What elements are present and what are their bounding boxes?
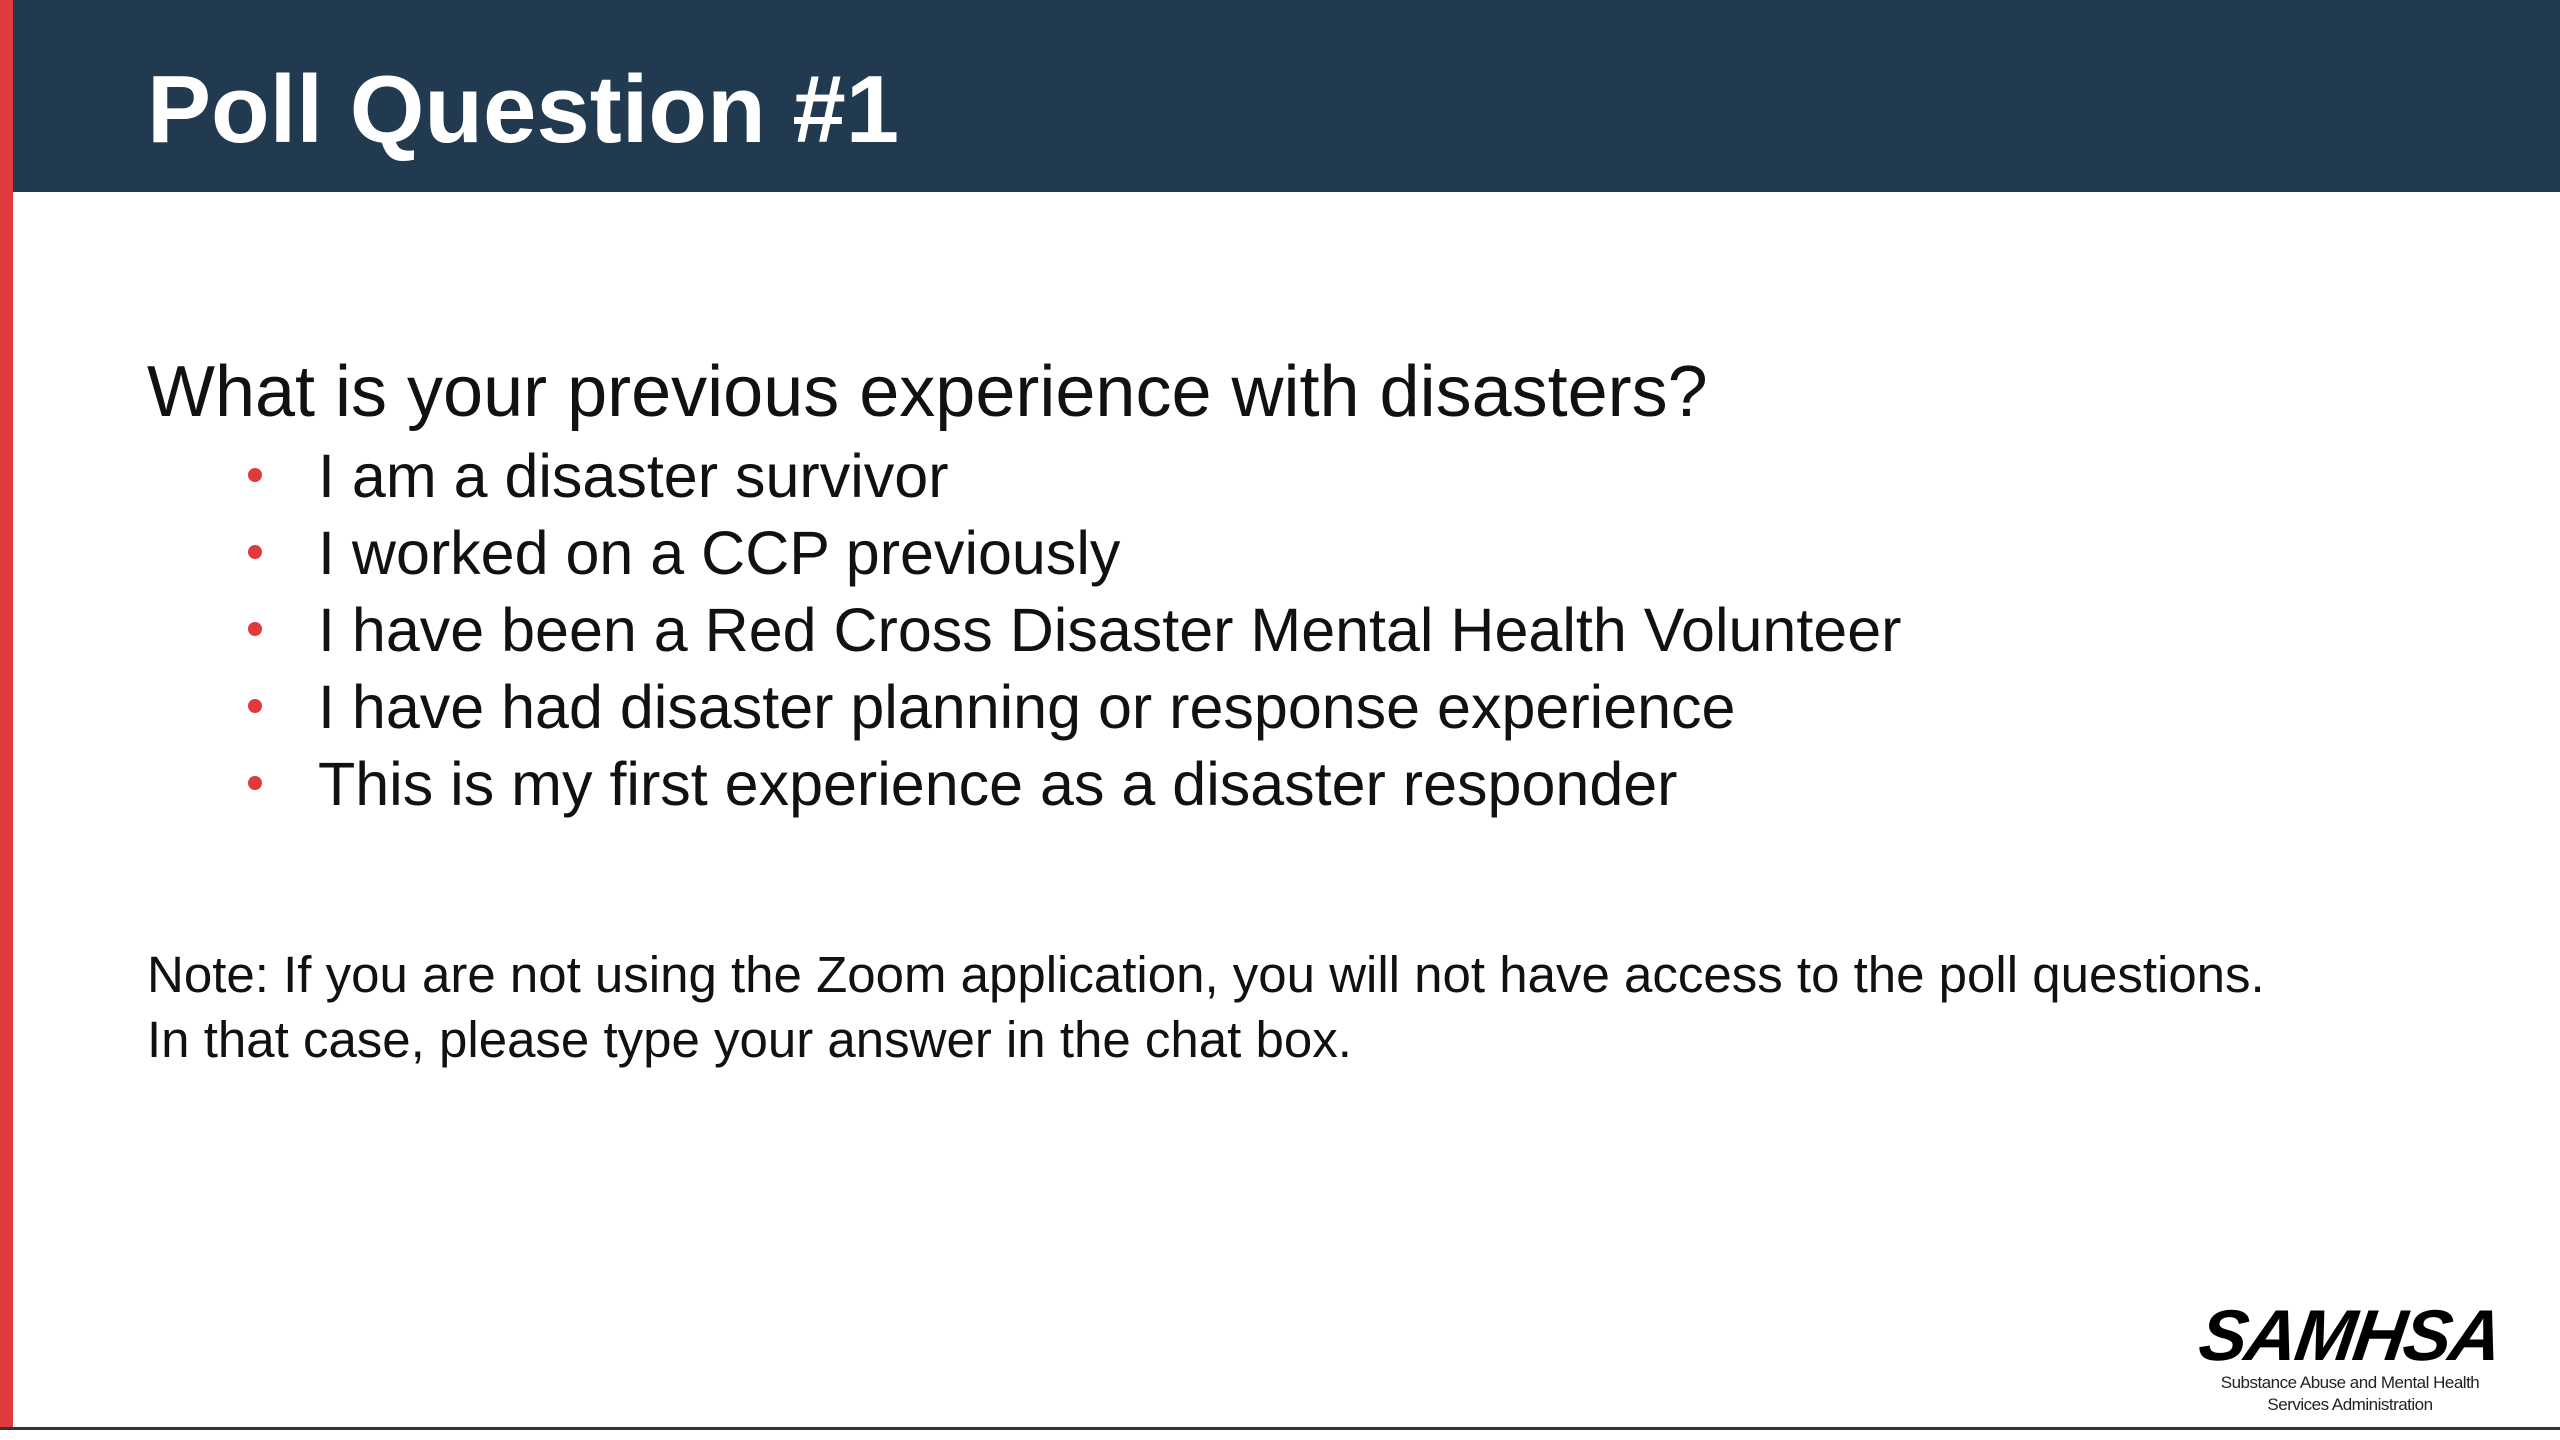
poll-option-label: This is my first experience as a disaster responder bbox=[318, 750, 1678, 818]
samhsa-logo-wordmark: SAMHSA bbox=[2194, 1296, 2506, 1376]
poll-question: What is your previous experience with disasters? bbox=[147, 352, 1708, 432]
poll-option bbox=[240, 521, 1901, 598]
poll-option-label: I have been a Red Cross Disaster Mental Health Volunteer bbox=[318, 596, 1902, 664]
poll-option bbox=[240, 675, 1901, 752]
samhsa-logo bbox=[2190, 1296, 2510, 1425]
poll-option-label: I have had disaster planning or response experience bbox=[318, 673, 1736, 741]
note-line: Note: If you are not using the Zoom application, you will not have access to the poll questions. bbox=[147, 946, 2265, 1003]
samhsa-logo-subtitle-line1: Substance Abuse and Mental Health bbox=[2220, 1373, 2480, 1392]
poll-option-label: I worked on a CCP previously bbox=[318, 519, 1121, 587]
poll-option-label: I am a disaster survivor bbox=[318, 442, 949, 510]
bullet-icon bbox=[248, 699, 262, 713]
note-line: In that case, please type your answer in the chat box. bbox=[147, 1011, 1352, 1068]
bullet-icon bbox=[248, 776, 262, 790]
left-accent-bar bbox=[0, 0, 13, 1430]
bottom-divider bbox=[0, 1427, 2560, 1430]
poll-options-list bbox=[240, 444, 1901, 829]
poll-option bbox=[240, 598, 1901, 675]
zoom-note bbox=[147, 942, 2265, 1072]
bullet-icon bbox=[248, 622, 262, 636]
samhsa-logo-subtitle-line2: Services Administration bbox=[2267, 1395, 2433, 1414]
bullet-icon bbox=[248, 545, 262, 559]
slide-title: Poll Question #1 bbox=[147, 56, 900, 163]
bullet-icon bbox=[248, 468, 262, 482]
poll-option bbox=[240, 444, 1901, 521]
poll-option bbox=[240, 752, 1901, 829]
